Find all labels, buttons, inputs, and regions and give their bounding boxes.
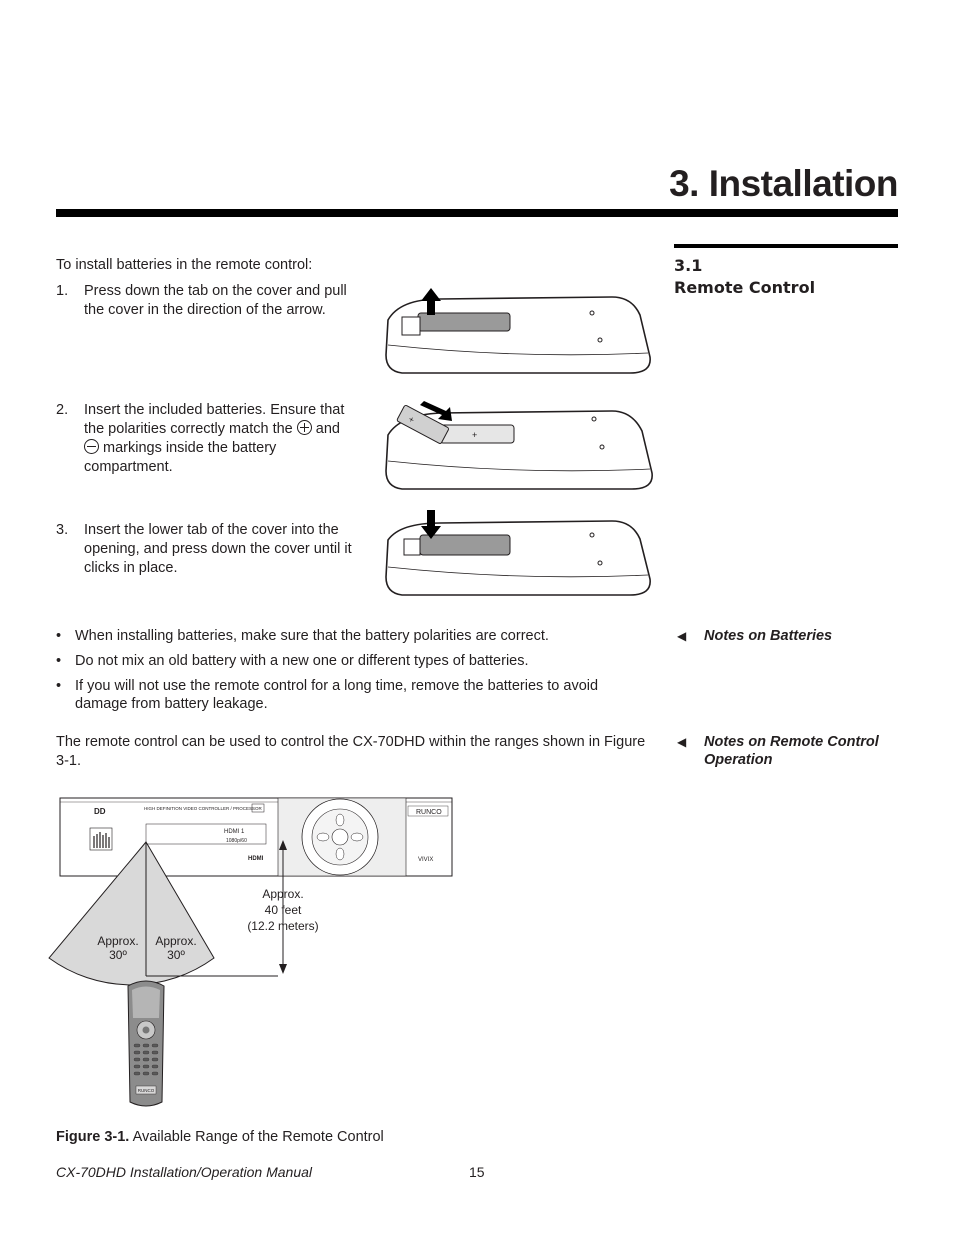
device-mode-text: 1080p/60 xyxy=(226,838,247,844)
dvi-logo: DD xyxy=(94,807,106,816)
remote-range-figure xyxy=(46,790,466,1120)
remote-close-cover-illustration xyxy=(380,505,655,600)
plus-polarity-icon xyxy=(297,420,312,435)
intro-text: To install batteries in the remote control: xyxy=(56,257,313,273)
angle-left-label-2: 30º xyxy=(109,948,127,962)
hdmi-logo: HDMI xyxy=(248,856,264,862)
figure-caption-text: Available Range of the Remote Control xyxy=(132,1129,384,1145)
step-2-text xyxy=(84,401,354,477)
figure-label: Figure 3-1. xyxy=(56,1129,130,1145)
distance-arrow-down-icon xyxy=(279,964,287,974)
figure-caption xyxy=(56,1129,384,1145)
angle-left-label-1: Approx. xyxy=(97,934,139,948)
remote-range-text: The remote control can be used to control the CX-70DHD within the ranges shown in Figure 3-1. xyxy=(56,734,646,769)
step-3-text: Insert the lower tab of the cover into the opening, and press down the cover until it clicks in place. xyxy=(84,522,352,576)
remote-brand-logo: RUNCO xyxy=(137,1088,155,1093)
svg-text:+: + xyxy=(406,413,417,426)
title-rule xyxy=(56,209,898,217)
pointer-arrow-icon: ◀ xyxy=(677,735,687,749)
step-2-number: 2. xyxy=(56,402,69,418)
footer-manual-title: CX-70DHD Installation/Operation Manual xyxy=(56,1164,313,1180)
distance-label-3: (12.2 meters) xyxy=(247,919,319,933)
device-display-text: HDMI 1 xyxy=(224,829,245,835)
svg-text:+: + xyxy=(472,430,478,440)
step-2-text-after: markings inside the battery compartment. xyxy=(84,440,277,475)
runco-logo: RUNCO xyxy=(416,809,442,816)
pointer-arrow-icon: ◀ xyxy=(677,629,687,643)
distance-label-1: Approx. xyxy=(262,887,304,901)
section-heading: Remote Control xyxy=(674,278,816,297)
device-display xyxy=(146,824,266,844)
device-header-text: HIGH DEFINITION VIDEO CONTROLLER / PROCESSOR xyxy=(144,806,262,811)
vivix-logo: VIVIX xyxy=(418,857,434,863)
remote-open-cover-illustration xyxy=(380,285,655,380)
step-1-text: Press down the tab on the cover and pull the cover in the direction of the arrow. xyxy=(84,283,347,318)
footer-page-number: 15 xyxy=(469,1164,485,1180)
step-2-text-and: and xyxy=(315,421,340,437)
section-number: 3.1 xyxy=(674,256,703,275)
angle-right-label-1: Approx. xyxy=(155,934,197,948)
angle-right-label-2: 30º xyxy=(167,948,185,962)
step-3-number: 3. xyxy=(56,522,69,538)
chapter-title: 3. Installation xyxy=(669,163,898,204)
step-1-number: 1. xyxy=(56,283,69,299)
remote-insert-batteries-illustration xyxy=(380,395,655,495)
step-2-text-before: Insert the included batteries. Ensure that the polarities correctly match the xyxy=(84,402,345,437)
minus-polarity-icon xyxy=(84,439,99,454)
section-rule xyxy=(674,244,898,248)
distance-label-2: 40 feet xyxy=(264,903,302,917)
